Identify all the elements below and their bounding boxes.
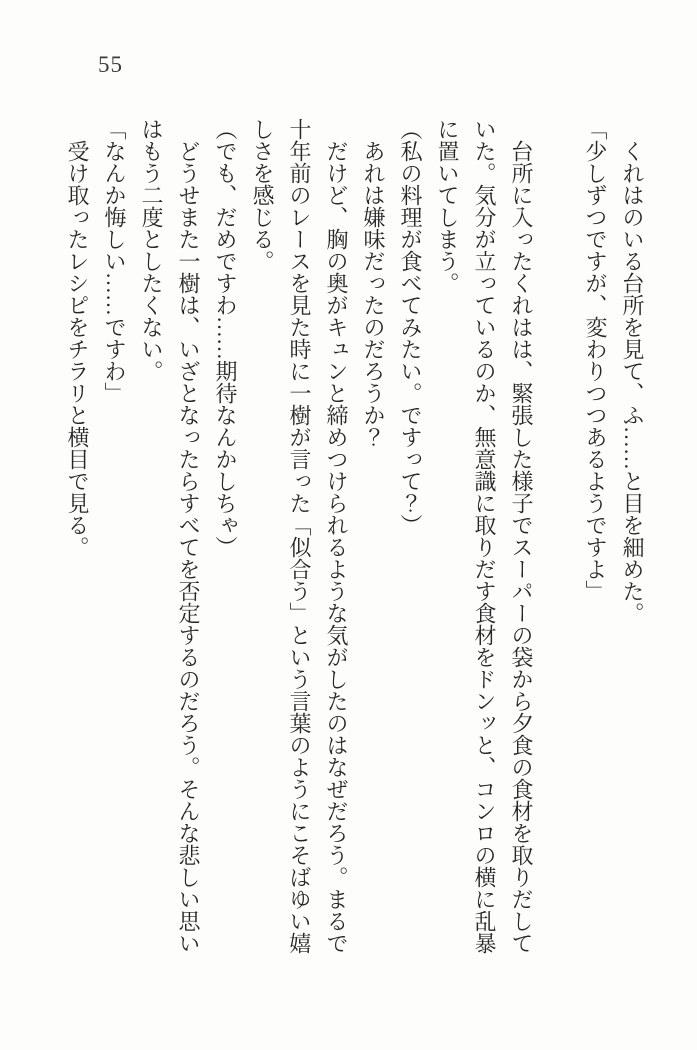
text-column: くれはのいる台所を見て、ふ……と目を細めた。 — [620, 118, 645, 624]
body-text — [59, 118, 651, 970]
text-column: （でも、だめですわ……期待なんかしちゃ） — [213, 118, 238, 558]
text-column: どうせまた一樹は、いざとなったらすべてを否定するのだろう。そんな悲しい思い — [176, 118, 201, 954]
text-column: （私の料理が食べてみたい。ですって？） — [398, 118, 423, 536]
text-column: いた。気分が立っているのか、無意識に取りだす食材をドンッと、コンロの横に乱暴 — [472, 118, 497, 954]
text-column: しさを感じる。 — [250, 118, 275, 272]
text-column: 十年前のレースを見た時に一樹が言った「似合う」という言葉のようにこそばゆい嬉 — [287, 118, 312, 954]
text-column: あれは嫌味だったのだろうか？ — [361, 118, 386, 448]
text-column: 「少しずつですが、変わりつつあるようですよ」 — [583, 118, 608, 602]
text-column: 「なんか悔しい……ですわ」 — [102, 118, 127, 404]
text-column: に置いてしまう。 — [435, 118, 460, 294]
text-column: だけど、胸の奥がキュンと締めつけられるような気がしたのはなぜだろう。まるで — [324, 118, 349, 954]
page-number: 55 — [98, 52, 123, 77]
text-column: 台所に入ったくれはは、緊張した様子でスーパーの袋から夕食の食材を取りだして — [509, 118, 534, 954]
text-column: はもう二度としたくない。 — [139, 118, 164, 382]
text-column: 受け取ったレシピをチラリと横目で見る。 — [65, 118, 90, 558]
blank-column — [540, 118, 577, 970]
